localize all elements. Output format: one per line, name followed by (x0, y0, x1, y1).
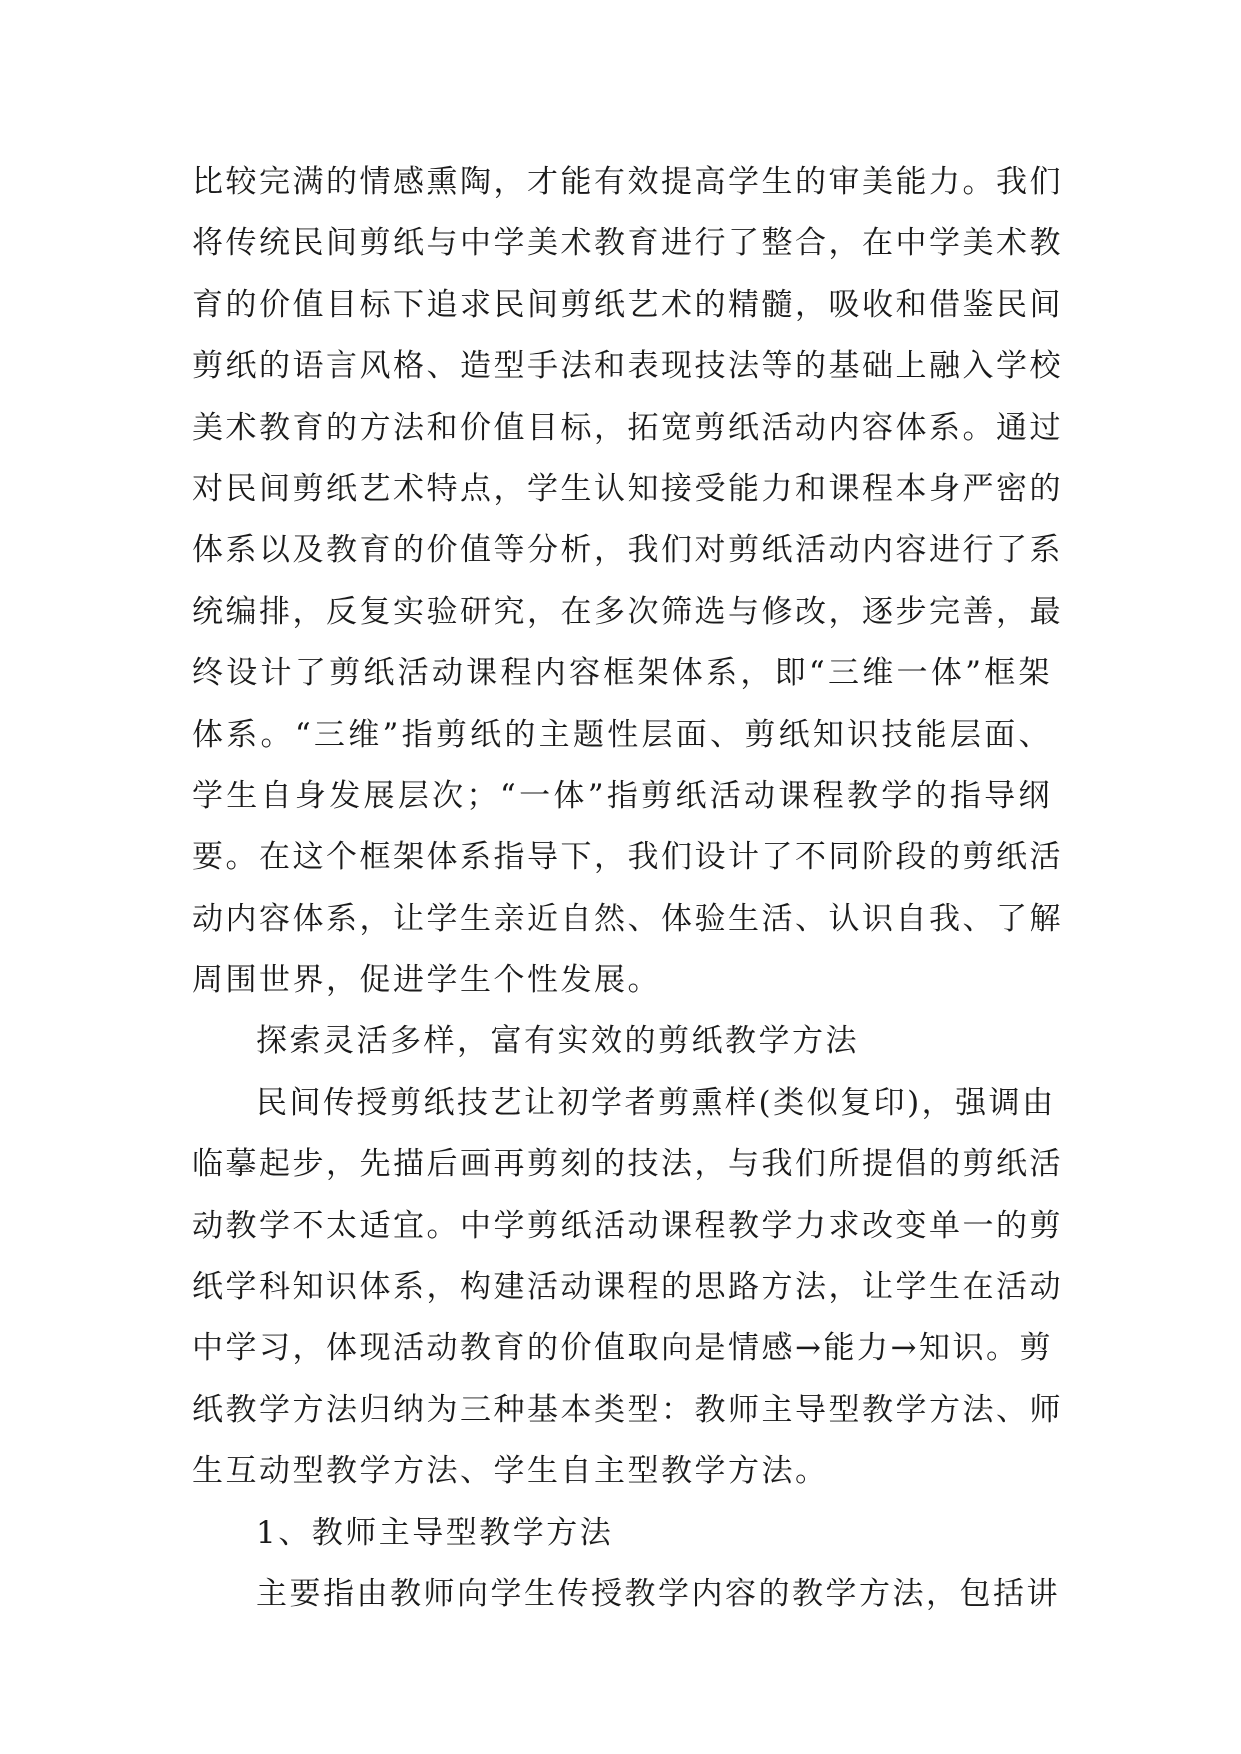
text-line: 体系以及教育的价值等分析，我们对剪纸活动内容进行了系 (192, 532, 1063, 569)
text-line: 探索灵活多样，富有实效的剪纸教学方法 (256, 1023, 859, 1060)
text-line: 周围世界，促进学生个性发展。 (192, 962, 661, 999)
text-line: 学生自身发展层次；“一体”指剪纸活动课程教学的指导纲 (192, 777, 1052, 814)
text-line: 纸学科知识体系，构建活动课程的思路方法，让学生在活动 (192, 1269, 1063, 1306)
text-line: 纸教学方法归纳为三种基本类型：教师主导型教学方法、师 (192, 1391, 1063, 1428)
text-line: 对民间剪纸艺术特点，学生认知接受能力和课程本身严密的 (192, 470, 1063, 507)
text-line: 主要指由教师向学生传授教学内容的教学方法，包括讲 (256, 1575, 1060, 1612)
text-line: 统编排，反复实验研究，在多次筛选与修改，逐步完善，最 (192, 593, 1063, 630)
text-line: 中学习，体现活动教育的价值取向是情感→能力→知识。剪 (192, 1330, 1053, 1367)
text-line: 剪纸的语言风格、造型手法和表现技法等的基础上融入学校 (192, 348, 1063, 385)
body-text (192, 152, 1063, 1625)
text-line: 1、教师主导型教学方法 (256, 1514, 614, 1551)
text-line: 比较完满的情感熏陶，才能有效提高学生的审美能力。我们 (192, 164, 1063, 200)
text-line: 生互动型教学方法、学生自主型教学方法。 (192, 1453, 829, 1490)
text-line: 体系。“三维”指剪纸的主题性层面、剪纸知识技能层面、 (192, 716, 1052, 753)
text-line: 民间传授剪纸技艺让初学者剪熏样(类似复印)，强调由 (256, 1084, 1056, 1121)
text-line: 将传统民间剪纸与中学美术教育进行了整合，在中学美术教 (192, 225, 1063, 262)
text-line: 美术教育的方法和价值目标，拓宽剪纸活动内容体系。通过 (192, 409, 1063, 446)
text-line: 动内容体系，让学生亲近自然、体验生活、认识自我、了解 (192, 900, 1063, 937)
text-line: 动教学不太适宜。中学剪纸活动课程教学力求改变单一的剪 (192, 1207, 1063, 1244)
text-line: 临摹起步，先描后画再剪刻的技法，与我们所提倡的剪纸活 (192, 1146, 1063, 1183)
text-line: 终设计了剪纸活动课程内容框架体系，即“三维一体”框架 (192, 655, 1052, 692)
text-line: 育的价值目标下追求民间剪纸艺术的精髓，吸收和借鉴民间 (192, 286, 1063, 323)
text-line: 要。在这个框架体系指导下，我们设计了不同阶段的剪纸活 (192, 839, 1063, 876)
